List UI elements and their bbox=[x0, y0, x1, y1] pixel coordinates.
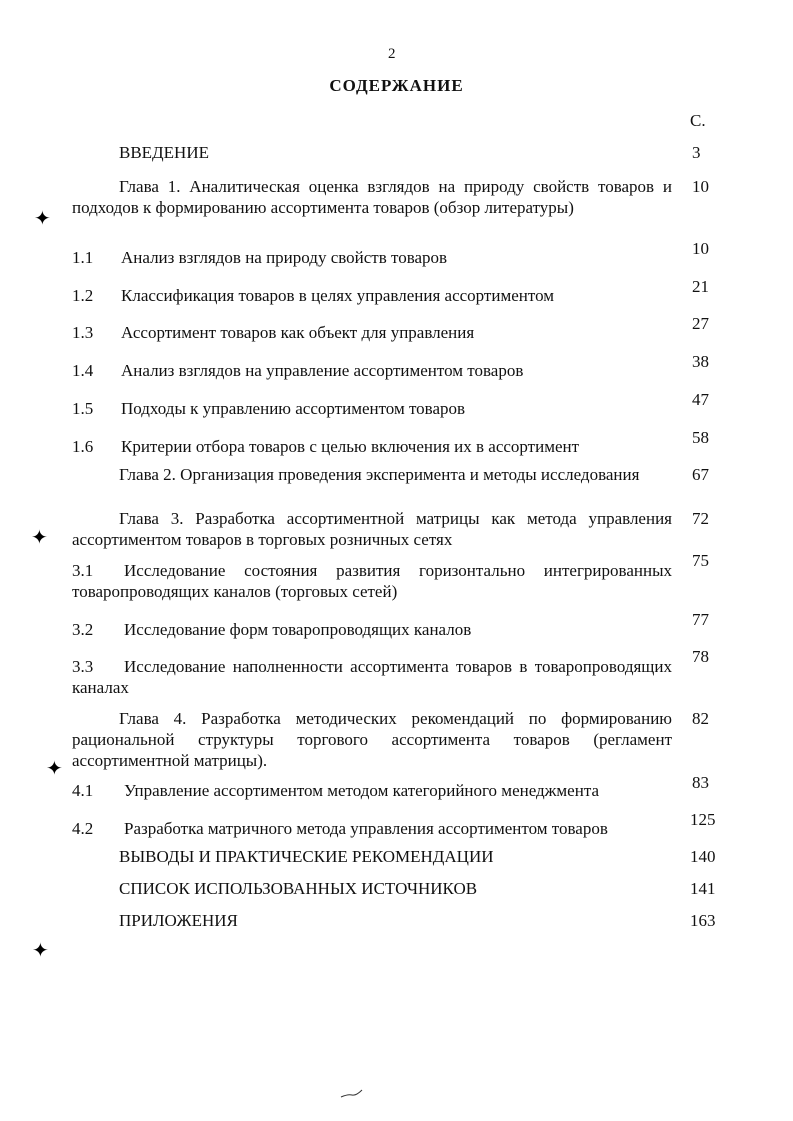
page-title: СОДЕРЖАНИЕ bbox=[329, 76, 464, 95]
scan-mark: ✦ bbox=[32, 940, 49, 962]
toc-entry-text: Исследование наполненности ассортимента товаров в товаропроводящих каналах bbox=[72, 657, 672, 697]
toc-entry-title: Разработка матричного метода управления ассортиментом товаров bbox=[124, 819, 608, 838]
scan-mark: ✦ bbox=[46, 758, 63, 780]
toc-entry-page: 47 bbox=[692, 390, 709, 409]
toc-entry-number: 3.1 bbox=[72, 561, 94, 580]
toc-entry-text: Исследование состояния развития горизонтально интегрированных товаропроводящих каналов (торговых сетей) bbox=[72, 561, 672, 601]
scan-mark: ✦ bbox=[31, 527, 48, 549]
scan-mark: ✦ bbox=[34, 208, 51, 230]
toc-entry-title: Управление ассортиментом методом категорийного менеджмента bbox=[124, 781, 600, 800]
toc-entry-title: ВЫВОДЫ И ПРАКТИЧЕСКИЕ РЕКОМЕНДАЦИИ bbox=[119, 847, 494, 866]
toc-entry-page: 83 bbox=[692, 773, 709, 792]
toc-entry-title: Анализ взглядов на природу свойств товаров bbox=[121, 248, 448, 267]
toc-entry-page: 141 bbox=[690, 879, 716, 898]
toc-entry-title bbox=[72, 656, 672, 698]
toc-entry-title: Анализ взглядов на управление ассортиментом товаров bbox=[121, 361, 524, 380]
toc-entry-number: 1.3 bbox=[72, 323, 94, 342]
toc-entry-number: 1.1 bbox=[72, 248, 94, 267]
page-column-header: С. bbox=[690, 111, 706, 130]
toc-entry-page: 58 bbox=[692, 428, 709, 447]
toc-entry-title: Ассортимент товаров как объект для управления bbox=[121, 323, 475, 342]
toc-entry-page: 27 bbox=[692, 314, 709, 333]
toc-entry-page: 72 bbox=[692, 509, 709, 528]
toc-entry-title: Исследование форм товаропроводящих каналов bbox=[124, 620, 472, 639]
toc-entry-page: 67 bbox=[692, 465, 709, 484]
toc-entry-page: 125 bbox=[690, 810, 716, 829]
page-number: 2 bbox=[388, 46, 396, 62]
toc-entry-title bbox=[72, 560, 672, 602]
toc-entry-number: 3.2 bbox=[72, 620, 94, 639]
toc-entry-page: 10 bbox=[692, 177, 709, 196]
toc-entry-page: 77 bbox=[692, 610, 709, 629]
toc-entry-title: Глава 3. Разработка ассортиментной матрицы как метода управления ассортиментом товаров в торговых розничных сетях bbox=[72, 509, 672, 549]
toc-entry-page: 163 bbox=[690, 911, 716, 930]
toc-entry-title: ВВЕДЕНИЕ bbox=[119, 143, 209, 162]
toc-entry-number: 1.6 bbox=[72, 437, 94, 456]
toc-entry-number: 1.4 bbox=[72, 361, 94, 380]
toc-entry-page: 38 bbox=[692, 352, 709, 371]
toc-entry-number: 3.3 bbox=[72, 657, 94, 676]
toc-entry-page: 140 bbox=[690, 847, 716, 866]
toc-entry-title: ПРИЛОЖЕНИЯ bbox=[119, 911, 238, 930]
toc-entry-title: Глава 2. Организация проведения эксперимента и методы исследования bbox=[119, 465, 640, 484]
toc-entry-title: Глава 1. Аналитическая оценка взглядов на природу свойств товаров и подходов к формированию ассортимента товаров (обзор литературы) bbox=[72, 177, 672, 217]
toc-entry-page: 78 bbox=[692, 647, 709, 666]
toc-entry-page: 21 bbox=[692, 277, 709, 296]
toc-entry-number: 4.2 bbox=[72, 819, 94, 838]
toc-entry-page: 82 bbox=[692, 709, 709, 728]
toc-entry-number: 1.2 bbox=[72, 286, 94, 305]
toc-entry-title: Подходы к управлению ассортиментом товаров bbox=[121, 399, 466, 418]
pen-stroke bbox=[340, 1088, 364, 1100]
toc-entry-title: СПИСОК ИСПОЛЬЗОВАННЫХ ИСТОЧНИКОВ bbox=[119, 879, 478, 898]
toc-entry-number: 1.5 bbox=[72, 399, 94, 418]
toc-entry-title: Классификация товаров в целях управления ассортиментом bbox=[121, 286, 555, 305]
toc-entry-page: 75 bbox=[692, 551, 709, 570]
toc-entry-page: 3 bbox=[692, 143, 701, 162]
toc-entry-page: 10 bbox=[692, 239, 709, 258]
toc-entry-title: Критерии отбора товаров с целью включения их в ассортимент bbox=[121, 437, 580, 456]
toc-entry-title: Глава 4. Разработка методических рекомендаций по формированию рациональной структуры торгового ассортимента товаров (регламент ассортиментной матрицы). bbox=[72, 709, 672, 770]
toc-entry-number: 4.1 bbox=[72, 781, 94, 800]
